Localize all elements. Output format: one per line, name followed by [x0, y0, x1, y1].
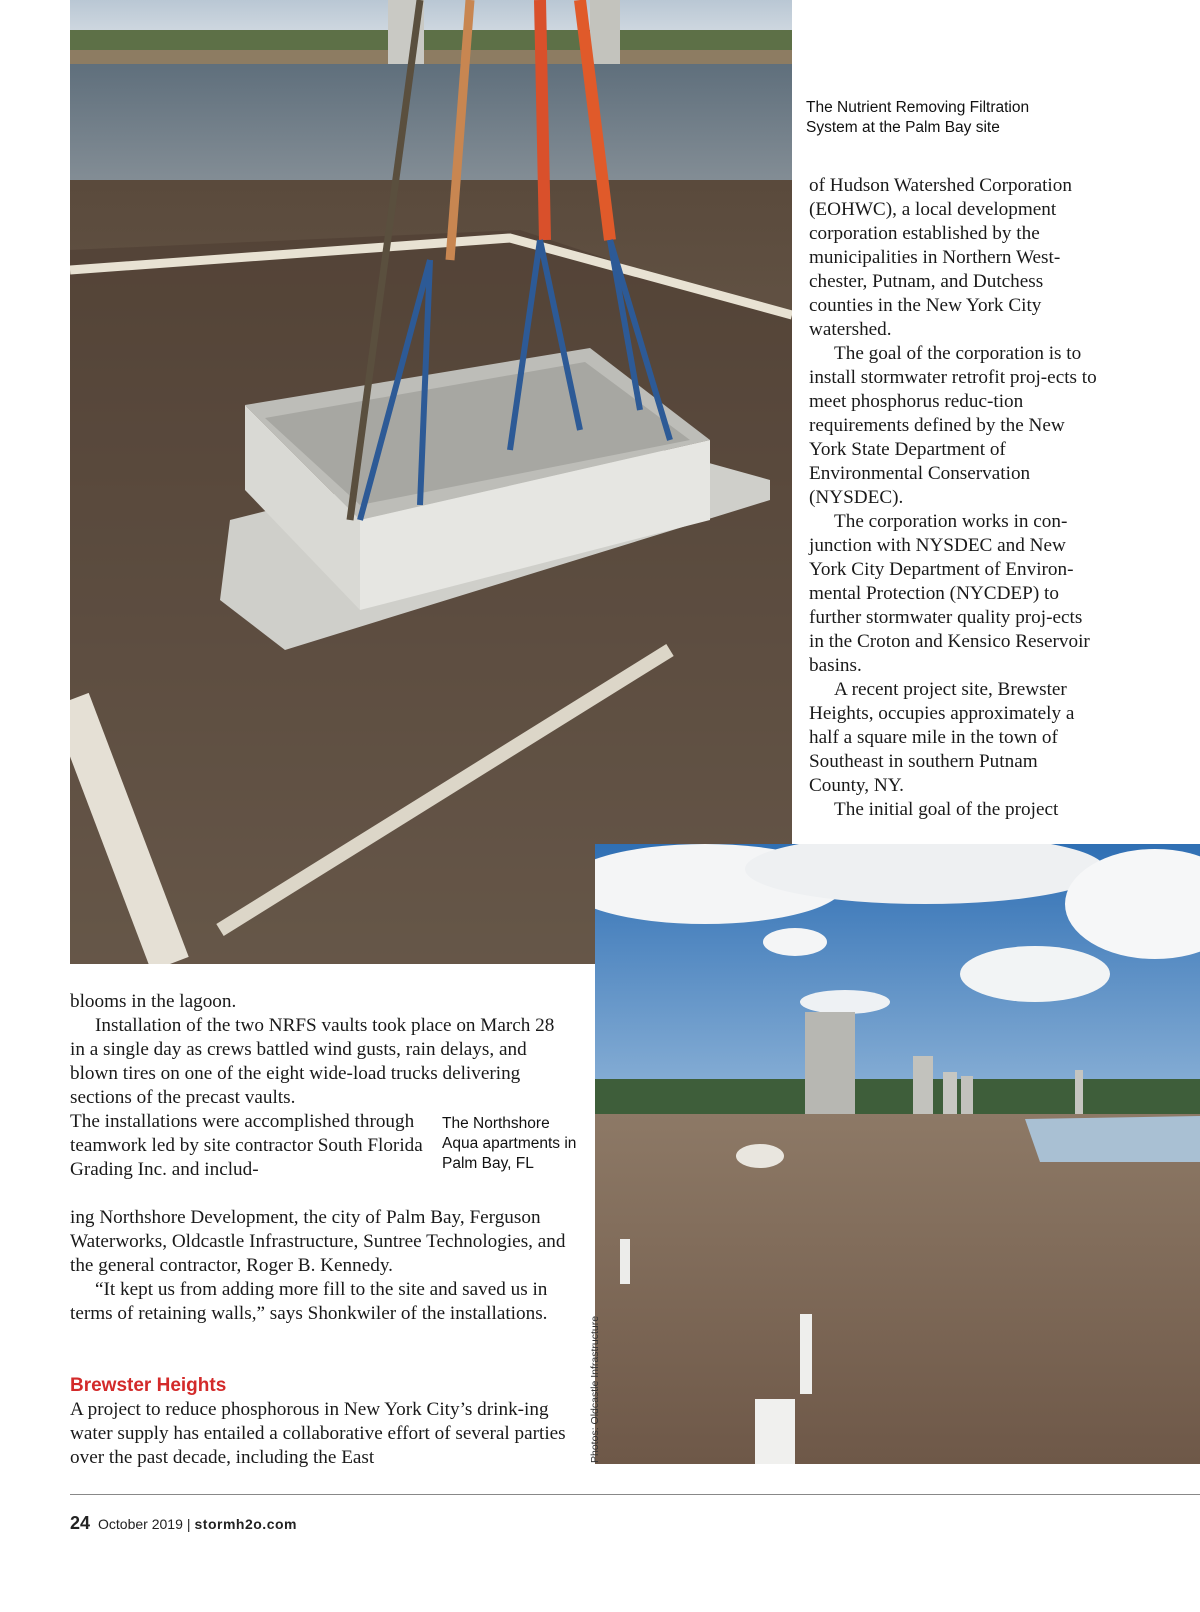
paragraph: blooms in the lagoon. — [70, 991, 237, 1012]
paragraph: The installations were accomplished through teamwork led by site contractor South Florida Grading Inc. and includ- — [70, 1111, 423, 1180]
body-text-left-column-mid — [70, 1206, 570, 1326]
photo-vault-installation — [70, 0, 792, 964]
footer-separator: | — [186, 1516, 191, 1532]
section-heading: Brewster Heights — [70, 1375, 227, 1396]
body-text-left-column-bottom — [70, 1398, 570, 1470]
photo-credit: Photos: Oldcastle Infrastructure — [589, 1315, 601, 1463]
body-text-left-column-wrap — [70, 1110, 425, 1182]
paragraph: The corporation works in con-junction with NYSDEC and New York City Department of Environ-mental Protection (NYCDEP) to further stormwater quality proj-ects in the Croton and Kensico Reservoir basins. — [809, 511, 1090, 676]
photo-northshore-site — [595, 844, 1200, 1464]
issue-date: October 2019 — [98, 1516, 183, 1532]
body-text-right-column — [809, 174, 1099, 822]
paragraph: Installation of the two NRFS vaults took place on March 28 in a single day as crews battled wind gusts, rain delays, and blown tires on one of the eight wide-load trucks delivering sections of the precast vaults. — [70, 1015, 555, 1108]
paragraph: The goal of the corporation is to install stormwater retrofit proj-ects to meet phosphorus reduc-tion requirements defined by the New York State Department of Environmental Conservation (NYSDEC). — [809, 343, 1097, 508]
paragraph: ing Northshore Development, the city of Palm Bay, Ferguson Waterworks, Oldcastle Infrastructure, Suntree Technologies, and the general contractor, Roger B. Kennedy. — [70, 1207, 566, 1276]
website-link[interactable]: stormh2o.com — [194, 1516, 297, 1532]
photo-caption-vault: The Nutrient Removing Filtration System at the Palm Bay site — [806, 99, 1030, 136]
footer-divider — [70, 1494, 1200, 1495]
body-text-left-column-top — [70, 990, 570, 1110]
page-number: 24 — [70, 1513, 91, 1533]
paragraph: “It kept us from adding more fill to the site and saved us in terms of retaining walls,” says Shonkwiler of the installations. — [70, 1279, 548, 1324]
paragraph: The initial goal of the project — [834, 799, 1059, 820]
paragraph: of Hudson Watershed Corporation (EOHWC), a local development corporation established by the municipalities in Northern West-chester, Putnam, and Dutchess counties in the New York City watershed. — [809, 175, 1072, 340]
paragraph: A recent project site, Brewster Heights, occupies approximately a half a square mile in the town of Southeast in southern Putnam County, NY. — [809, 679, 1075, 796]
page-footer — [70, 1513, 297, 1534]
paragraph: A project to reduce phosphorous in New York City’s drink-ing water supply has entailed a collaborative effort of several parties over the past decade, including the East — [70, 1399, 566, 1468]
photo-caption-northshore: The Northshore Aqua apartments in Palm Bay, FL — [442, 1115, 577, 1172]
